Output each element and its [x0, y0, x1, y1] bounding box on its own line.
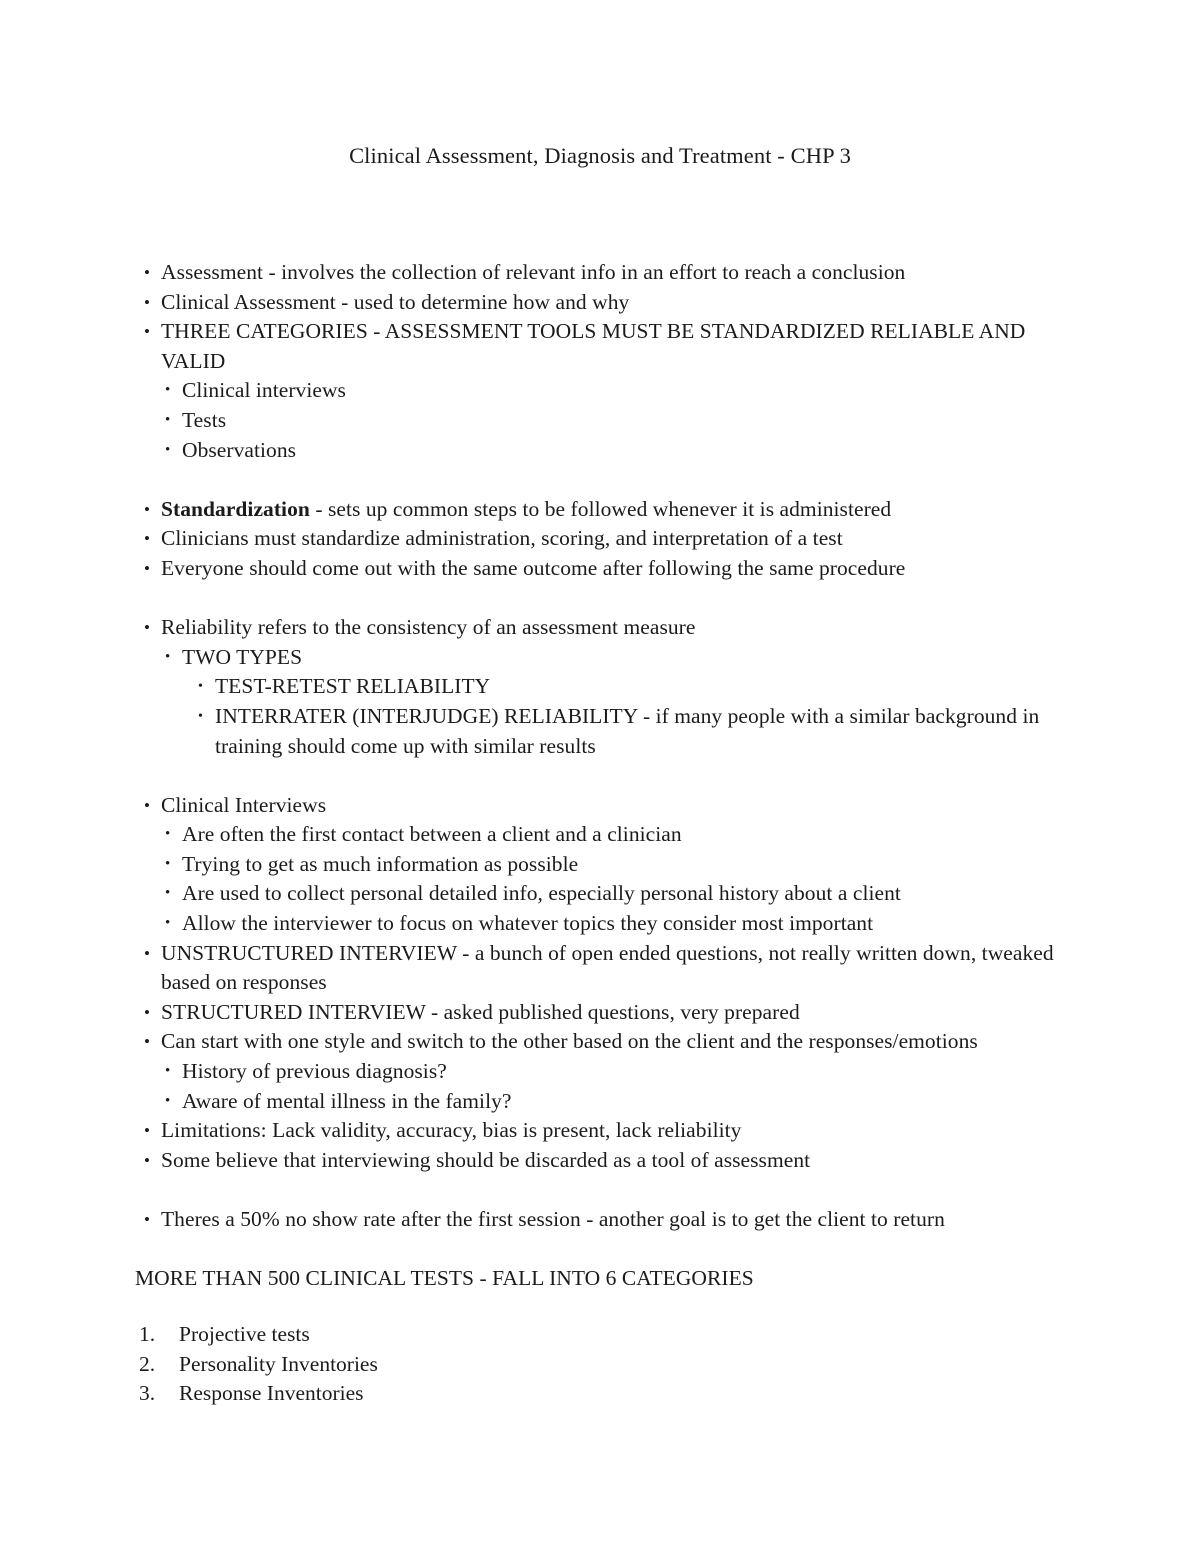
- bullet-point-icon: •: [165, 441, 171, 458]
- paragraph-spacer: [135, 1235, 1070, 1265]
- bullet-point-icon: •: [144, 1002, 151, 1022]
- bullet-item-level-2: [135, 643, 1070, 673]
- body-paragraph: [135, 1264, 1070, 1294]
- bullet-text: Can start with one style and switch to the other based on the client and the responses/emotions: [161, 1029, 978, 1054]
- bullet-point-icon: •: [144, 292, 151, 312]
- bullet-item-level-2: [135, 909, 1070, 939]
- bullet-item-level-2: [135, 376, 1070, 406]
- bullet-item-level-2: [135, 436, 1070, 466]
- bullet-item-level-1: [135, 554, 1070, 584]
- bullet-item-level-2: [135, 1057, 1070, 1087]
- bullet-point-icon: •: [144, 1150, 151, 1170]
- bullet-text: TEST-RETEST RELIABILITY: [215, 674, 491, 699]
- bullet-item-level-1: [135, 998, 1070, 1028]
- bullet-item-level-1: [135, 791, 1070, 821]
- bullet-point-icon: •: [165, 885, 171, 902]
- bullet-text: Assessment - involves the collection of relevant info in an effort to reach a conclusion: [161, 260, 906, 284]
- bullet-item-level-1: [135, 524, 1070, 554]
- bullet-point-icon: •: [144, 1032, 151, 1052]
- paragraph-spacer: [135, 761, 1070, 791]
- bullet-point-icon: •: [144, 322, 151, 342]
- bullet-item-level-1: [135, 1116, 1070, 1146]
- bullet-item-level-1: [135, 613, 1070, 643]
- bullet-point-icon: •: [198, 708, 203, 724]
- bullet-point-icon: •: [198, 679, 203, 695]
- bullet-text: Clinicians must standardize administration, scoring, and interpretation of a test: [161, 526, 843, 551]
- bullet-point-icon: •: [144, 529, 151, 549]
- bullet-point-icon: •: [144, 1210, 151, 1229]
- list-number: 1.: [139, 1322, 156, 1346]
- numbered-list-item: [135, 1379, 735, 1409]
- bullet-item-level-1: [135, 1146, 1070, 1176]
- bullet-text: Clinical Assessment - used to determine how and why: [161, 289, 630, 314]
- bullet-point-icon: •: [144, 263, 151, 282]
- bullet-item-level-1: [135, 258, 1070, 288]
- list-number: 3.: [139, 1381, 156, 1406]
- bullet-item-level-2: [135, 820, 1070, 850]
- bullet-item-level-1: [135, 317, 1070, 376]
- bullet-point-icon: •: [165, 382, 171, 399]
- bullet-point-icon: •: [165, 1063, 171, 1080]
- bullet-text: Are used to collect personal detailed info, especially personal history about a client: [182, 881, 901, 906]
- bullet-item-level-3: [135, 702, 1070, 761]
- bullet-text: TWO TYPES: [182, 644, 303, 669]
- bullet-text: UNSTRUCTURED INTERVIEW - a bunch of open ended questions, not really written down, tweaked based on responses: [161, 940, 1054, 995]
- page-title: Clinical Assessment, Diagnosis and Treatment - CHP 3: [349, 143, 851, 168]
- bullet-point-icon: •: [165, 411, 171, 428]
- bullet-point-icon: •: [144, 943, 151, 963]
- bullet-text: Clinical interviews: [182, 378, 346, 403]
- bullet-text: Some believe that interviewing should be discarded as a tool of assessment: [161, 1147, 811, 1172]
- bullet-item-level-2: [135, 406, 1070, 436]
- numbered-list-text: Projective tests: [179, 1322, 310, 1346]
- bullet-item-level-3: [135, 672, 1070, 702]
- bullet-text: Trying to get as much information as possible: [182, 851, 579, 876]
- bullet-text: Aware of mental illness in the family?: [182, 1088, 512, 1113]
- paragraph-spacer: [135, 584, 1070, 614]
- numbered-list-item: [135, 1320, 735, 1350]
- bullet-point-icon: •: [165, 1092, 171, 1109]
- bullet-item-level-1: [135, 495, 1070, 525]
- bullet-text: MORE THAN 500 CLINICAL TESTS - FALL INTO 6 CATEGORIES: [135, 1266, 754, 1291]
- bullet-text: Allow the interviewer to focus on whatever topics they consider most important: [182, 911, 874, 936]
- bullet-item-level-2: [135, 1087, 1070, 1117]
- bullet-item-level-2: [135, 879, 1070, 909]
- bullet-text: Reliability refers to the consistency of an assessment measure: [161, 615, 696, 640]
- bullet-point-icon: •: [165, 648, 171, 665]
- bullet-point-icon: •: [144, 499, 151, 519]
- bullet-text: History of previous diagnosis?: [182, 1059, 447, 1084]
- bullet-item-level-1: [135, 288, 1070, 318]
- numbered-list-text: Response Inventories: [179, 1381, 364, 1406]
- bullet-text: [161, 495, 1070, 525]
- bullet-text: Observations: [182, 437, 297, 462]
- bullet-point-icon: •: [165, 826, 171, 843]
- bullet-text: Limitations: Lack validity, accuracy, bias is present, lack reliability: [161, 1118, 742, 1143]
- bullet-point-icon: •: [165, 915, 171, 932]
- paragraph-spacer: [135, 1175, 1070, 1205]
- bullet-point-icon: •: [144, 1121, 151, 1141]
- document-body: [135, 258, 1070, 1294]
- bullet-text-emphasis: Standardization: [161, 496, 310, 521]
- bullet-text-rest: - sets up common steps to be followed whenever it is administered: [309, 496, 892, 521]
- bullet-text: Theres a 50% no show rate after the first session - another goal is to get the client to return: [161, 1207, 945, 1231]
- bullet-text: Clinical Interviews: [161, 792, 327, 817]
- bullet-text: Tests: [182, 407, 227, 432]
- numbered-list: [135, 1320, 735, 1409]
- bullet-point-icon: •: [144, 618, 151, 638]
- numbered-list-text: Personality Inventories: [179, 1351, 378, 1376]
- bullet-text: STRUCTURED INTERVIEW - asked published questions, very prepared: [161, 999, 800, 1024]
- bullet-point-icon: •: [144, 795, 151, 815]
- list-number: 2.: [139, 1351, 156, 1376]
- bullet-item-level-1: [135, 939, 1070, 998]
- bullet-text: Everyone should come out with the same outcome after following the same procedure: [161, 555, 906, 580]
- bullet-point-icon: •: [165, 855, 171, 872]
- paragraph-spacer: [135, 465, 1070, 495]
- bullet-item-level-1: [135, 1205, 1070, 1235]
- bullet-item-level-1: [135, 1027, 1070, 1057]
- bullet-point-icon: •: [144, 558, 151, 578]
- bullet-text: INTERRATER (INTERJUDGE) RELIABILITY - if many people with a similar background in training should come up with similar results: [215, 703, 1040, 758]
- bullet-text: THREE CATEGORIES - ASSESSMENT TOOLS MUST BE STANDARDIZED RELIABLE AND VALID: [161, 319, 1026, 373]
- numbered-list-item: [135, 1350, 735, 1380]
- bullet-text: Are often the first contact between a client and a clinician: [182, 822, 682, 847]
- bullet-item-level-2: [135, 850, 1070, 880]
